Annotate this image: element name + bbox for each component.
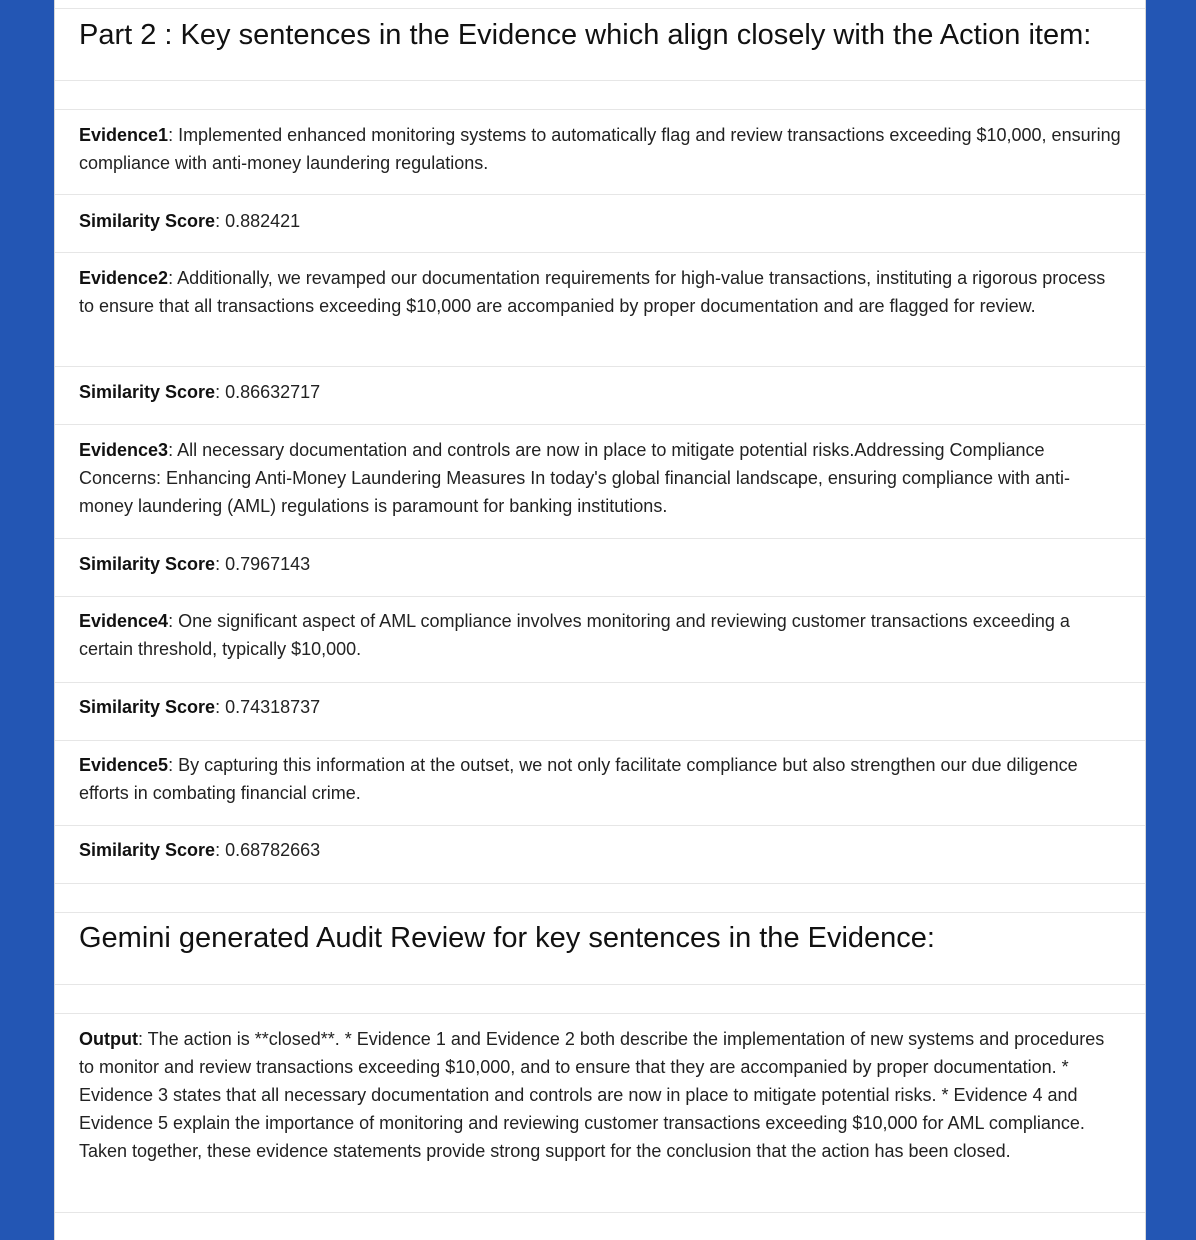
part2-heading-row: [55, 9, 1145, 81]
similarity-label: Similarity Score: [79, 697, 216, 717]
similarity-value: : 0.86632717: [215, 382, 321, 402]
evidence-text: [79, 607, 1121, 663]
evidence-text: [79, 751, 1121, 807]
similarity-value: : 0.7967143: [215, 554, 311, 574]
output-row: [55, 1014, 1145, 1213]
similarity-label: Similarity Score: [79, 554, 216, 574]
evidence-label: Evidence5: [79, 755, 169, 775]
evidence-body: : Implemented enhanced monitoring systems to automatically flag and review transactions exceeding $10,000, ensuring compliance with anti-money laundering regulations.: [79, 125, 1121, 173]
similarity-label: Similarity Score: [79, 382, 216, 402]
review-heading-row: [55, 913, 1145, 985]
similarity-row: [55, 683, 1145, 741]
evidence-body: : By capturing this information at the outset, we not only facilitate compliance but also strengthen our due diligence efforts in combating financial crime.: [79, 755, 1078, 803]
similarity-score: [79, 693, 320, 721]
evidence-row: [55, 253, 1145, 367]
review-heading: Gemini generated Audit Review for key sentences in the Evidence:: [79, 922, 935, 954]
output-body: : The action is **closed**. * Evidence 1 and Evidence 2 both describe the implementation of new systems and procedures to monitor and review transactions exceeding $10,000, and to ensure that they are accompanied by proper documentation. * Evidence 3 states that all necessary documentation and controls are now in place to mitigate potential risks. * Evidence 4 and Evidence 5 explain the importance of monitoring and reviewing customer transactions exceeding $10,000 for AML compliance. Taken together, these evidence statements provide strong support for the conclusion that the action has been closed.: [79, 1029, 1105, 1161]
similarity-value: : 0.882421: [215, 211, 301, 231]
evidence-label: Evidence3: [79, 440, 169, 460]
evidence-text: [79, 264, 1121, 320]
similarity-value: : 0.68782663: [215, 840, 321, 860]
output-text: [79, 1025, 1121, 1165]
content-panel: [54, 0, 1146, 1240]
similarity-score: [79, 378, 320, 406]
similarity-label: Similarity Score: [79, 211, 216, 231]
spacer-row: [55, 884, 1145, 913]
evidence-label: Evidence2: [79, 268, 169, 288]
similarity-score: [79, 836, 320, 864]
evidence-row: [55, 110, 1145, 195]
similarity-score: [79, 207, 300, 235]
evidence-text: [79, 121, 1121, 177]
similarity-score: [79, 550, 310, 578]
similarity-row: [55, 539, 1145, 597]
evidence-row: [55, 597, 1145, 683]
evidence-label: Evidence4: [79, 611, 169, 631]
similarity-value: : 0.74318737: [215, 697, 321, 717]
evidence-text: [79, 436, 1121, 520]
similarity-row: [55, 195, 1145, 253]
output-label: Output: [79, 1029, 138, 1049]
evidence-label: Evidence1: [79, 125, 169, 145]
similarity-row: [55, 367, 1145, 425]
part2-heading: Part 2 : Key sentences in the Evidence which align closely with the Action item:: [79, 19, 1092, 51]
spacer-row: [55, 985, 1145, 1014]
spacer-row: [55, 81, 1145, 110]
similarity-label: Similarity Score: [79, 840, 216, 860]
similarity-row: [55, 826, 1145, 884]
evidence-body: : All necessary documentation and controls are now in place to mitigate potential risks.Addressing Compliance Concerns: Enhancing Anti-Money Laundering Measures In today's global financial landscape, ensuring compliance with anti-money laundering (AML) regulations is paramount for banking institutions.: [79, 440, 1071, 516]
evidence-body: : Additionally, we revamped our documentation requirements for high-value transactions, instituting a rigorous process to ensure that all transactions exceeding $10,000 are accompanied by proper documentation and are flagged for review.: [79, 268, 1106, 316]
evidence-row: [55, 741, 1145, 826]
evidence-row: [55, 425, 1145, 539]
evidence-body: : One significant aspect of AML compliance involves monitoring and reviewing customer transactions exceeding a certain threshold, typically $10,000.: [79, 611, 1070, 659]
